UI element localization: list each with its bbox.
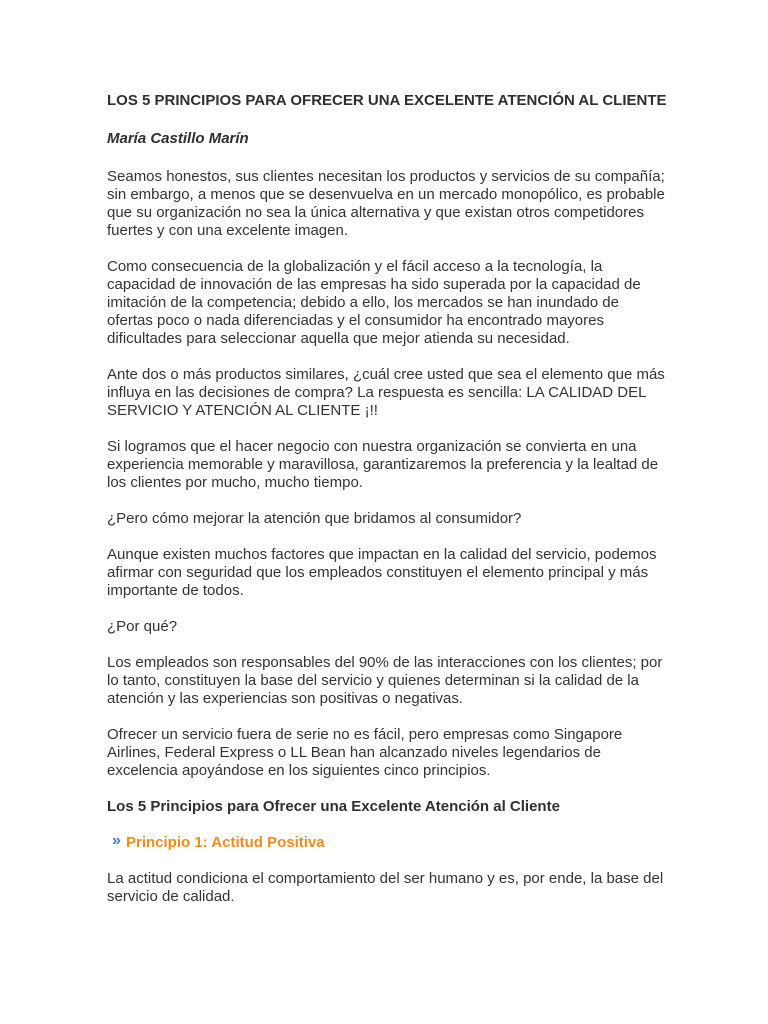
paragraph: La actitud condiciona el comportamiento del ser humano y es, por ende, la base del servicio de calidad. [107,870,664,905]
principle-heading [107,834,667,852]
paragraph: ¿Pero cómo mejorar la atención que bridamos al consumidor? [107,510,522,527]
document-title: LOS 5 PRINCIPIOS PARA OFRECER UNA EXCELENTE ATENCIÓN AL CLIENTE [107,92,667,109]
paragraph: Seamos honestos, sus clientes necesitan los productos y servicios de su compañía; sin embargo, a menos que se desenvuelva en un mercado monopólico, es probable que su organización no sea la única alternativa y que existan otros competidores fuertes y con una excelente imagen. [107,168,665,239]
section-heading: Los 5 Principios para Ofrecer una Excelente Atención al Cliente [107,798,560,815]
paragraph: Ante dos o más productos similares, ¿cuál cree usted que sea el elemento que más influya en las decisiones de compra? La respuesta es sencilla: LA CALIDAD DEL SERVICIO Y ATENCIÓN AL CLIENTE ¡!! [107,366,665,419]
paragraph: Ofrecer un servicio fuera de serie no es fácil, pero empresas como Singapore Airlines, Federal Express o LL Bean han alcanzado niveles legendarios de excelencia apoyándose en los siguientes cinco principios. [107,726,623,779]
paragraph: Si logramos que el hacer negocio con nuestra organización se convierta en una experiencia memorable y maravillosa, garantizaremos la preferencia y la lealtad de los clientes por mucho, mucho tiempo. [107,438,659,491]
paragraph: Aunque existen muchos factores que impactan en la calidad del servicio, podemos afirmar con seguridad que los empleados constituyen el elemento principal y más importante de todos. [107,546,657,599]
author-name: María Castillo Marín [107,130,249,147]
paragraph: Los empleados son responsables del 90% de las interacciones con los clientes; por lo tanto, constituyen la base del servicio y quienes determinan si la calidad de la atención y las experiencias son positivas o negativas. [107,654,663,707]
paragraph: ¿Por qué? [107,618,178,635]
paragraph: Como consecuencia de la globalización y el fácil acceso a la tecnología, la capacidad de innovación de las empresas ha sido superada por la capacidad de imitación de la competencia; debido a ello, los mercados se han inundado de ofertas poco o nada diferenciadas y el consumidor ha encontrado mayores dificultades para seleccionar aquella que mejor atienda su necesidad. [107,258,641,347]
double-chevron-right-icon: » [112,832,121,849]
document-page [107,92,667,924]
principle-label: Principio 1: Actitud Positiva [126,834,325,851]
